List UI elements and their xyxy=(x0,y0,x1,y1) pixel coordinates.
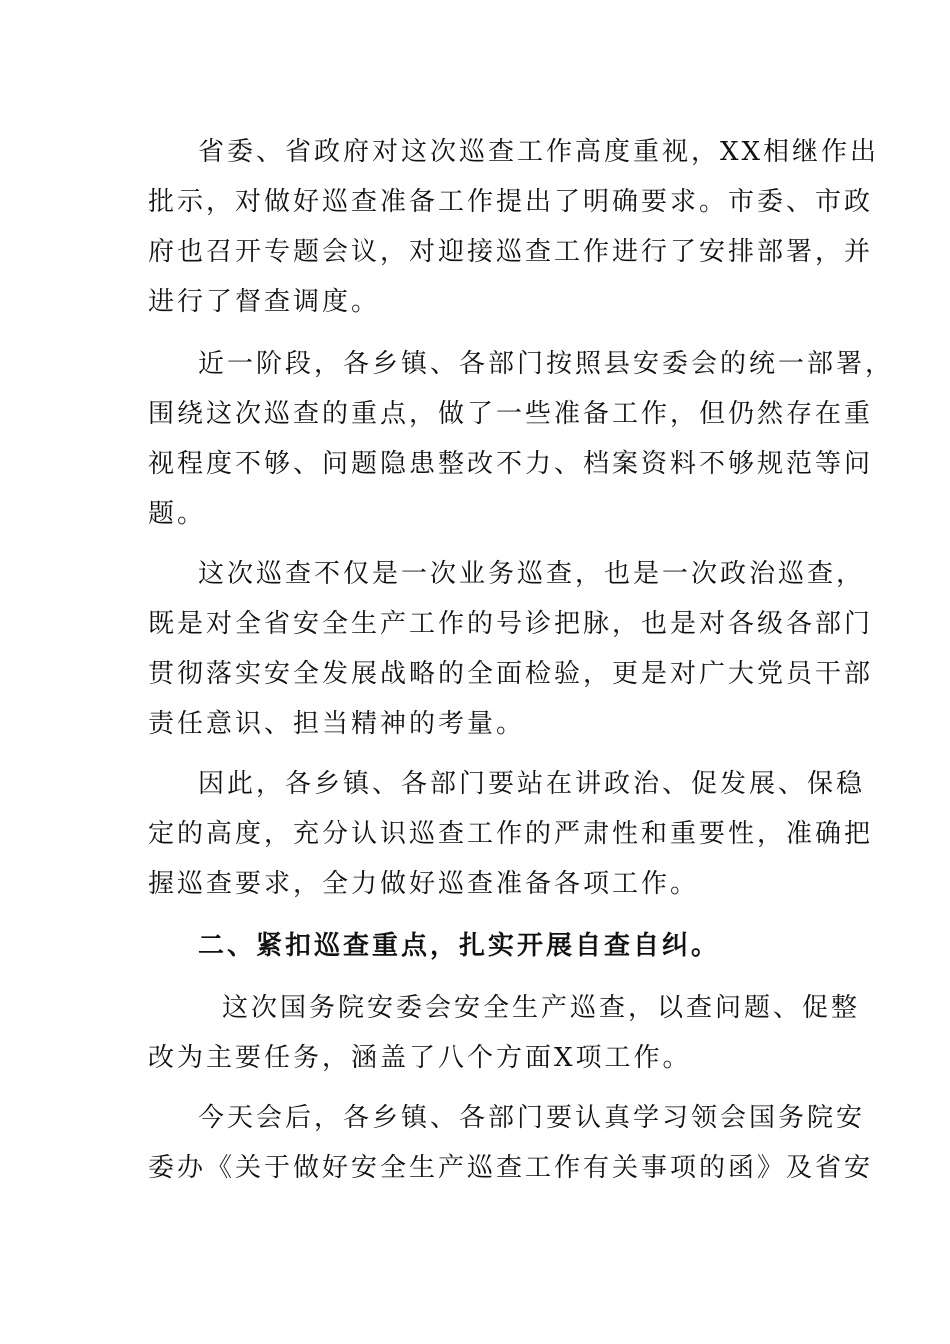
paragraph-2-line-4: 题。 xyxy=(148,499,207,529)
paragraph-2-line-2: 围绕这次巡查的重点，做了一些准备工作，但仍然存在重 xyxy=(148,399,874,429)
paragraph-1-line-4: 进行了督查调度。 xyxy=(148,287,381,317)
paragraph-3-line-2: 既是对全省安全生产工作的号诊把脉，也是对各级各部门 xyxy=(148,609,874,639)
paragraph-6-line-1: 今天会后，各乡镇、各部门要认真学习领会国务院安 xyxy=(198,1103,866,1133)
paragraph-2-line-3: 视程度不够、问题隐患整改不力、档案资料不够规范等问 xyxy=(148,449,874,479)
paragraph-5-line-1: 这次国务院安委会安全生产巡查，以查问题、促整 xyxy=(222,993,861,1023)
paragraph-4-line-3: 握巡查要求，全力做好巡查准备各项工作。 xyxy=(148,869,700,899)
paragraph-3-line-1: 这次巡查不仅是一次业务巡查，也是一次政治巡查， xyxy=(198,559,866,589)
paragraph-3-line-4: 责任意识、担当精神的考量。 xyxy=(148,709,526,739)
paragraph-1-line-2: 批示，对做好巡查准备工作提出了明确要求。市委、市政 xyxy=(148,187,874,217)
paragraph-1-line-1: 省委、省政府对这次巡查工作高度重视，XX相继作出 xyxy=(198,137,880,167)
paragraph-4-line-1: 因此，各乡镇、各部门要站在讲政治、促发展、保稳 xyxy=(198,769,866,799)
paragraph-1-line-3: 府也召开专题会议，对迎接巡查工作进行了安排部署，并 xyxy=(148,237,874,267)
paragraph-3-line-3: 贯彻落实安全发展战略的全面检验，更是对广大党员干部 xyxy=(148,659,874,689)
paragraph-5-line-2: 改为主要任务，涵盖了八个方面X项工作。 xyxy=(148,1043,692,1073)
paragraph-6-line-2: 委办《关于做好安全生产巡查工作有关事项的函》及省安 xyxy=(148,1153,874,1183)
paragraph-2-line-1: 近一阶段，各乡镇、各部门按照县安委会的统一部署， xyxy=(198,349,895,379)
paragraph-4-line-2: 定的高度，充分认识巡查工作的严肃性和重要性，准确把 xyxy=(148,819,874,849)
section-heading: 二、紧扣巡查重点，扎实开展自查自纠。 xyxy=(198,931,721,961)
